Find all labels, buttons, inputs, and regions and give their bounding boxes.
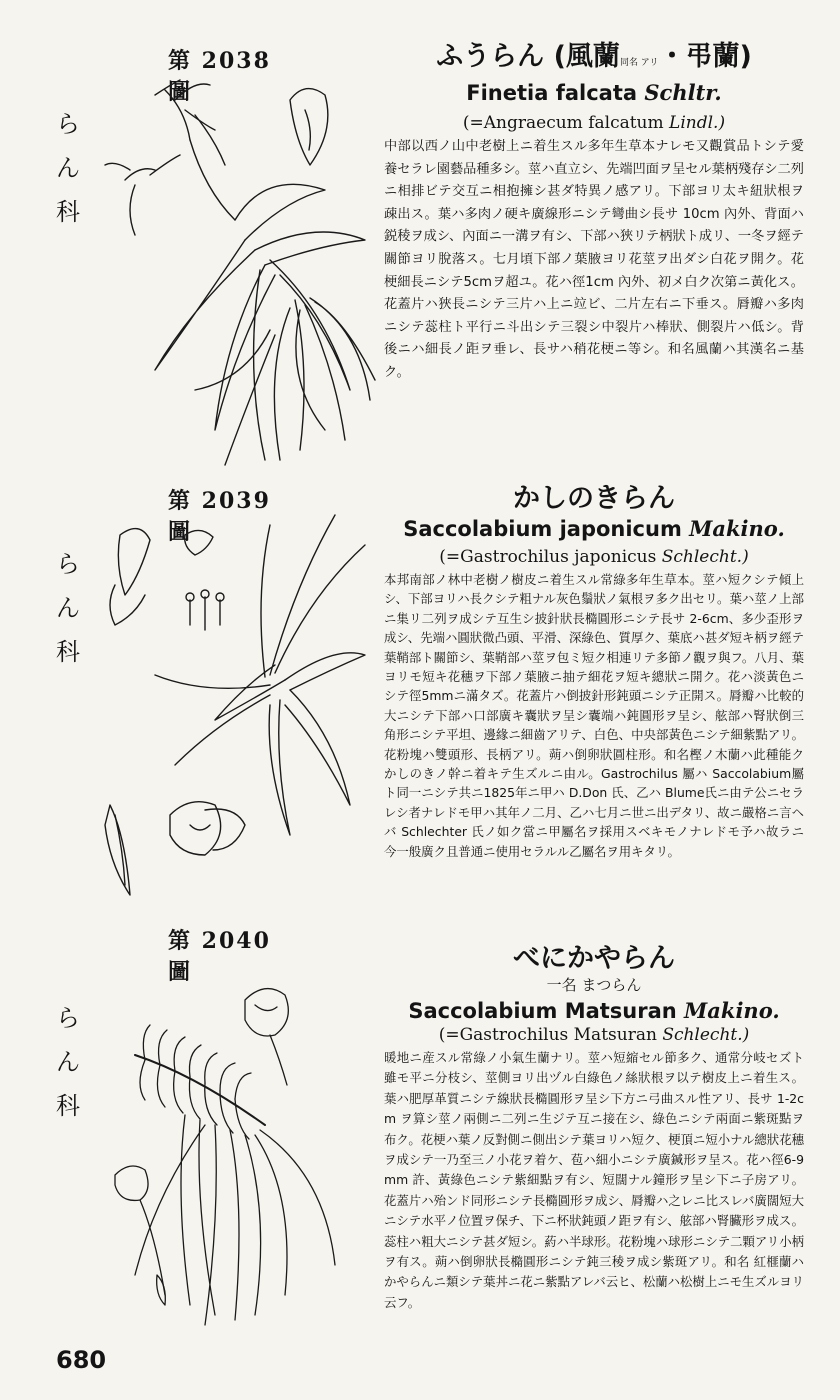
family-char: ん	[56, 154, 80, 182]
title-japanese	[384, 482, 804, 516]
page-number: 680	[56, 1346, 107, 1374]
title-japanese	[384, 942, 804, 976]
name-alt-note: 同名 アリ	[619, 58, 659, 68]
synonym	[384, 1024, 804, 1046]
family-char: ん	[56, 594, 80, 622]
entry-text	[384, 482, 804, 861]
syn-author: Lindl.)	[669, 113, 726, 133]
sci-genus-species: Saccolabium japonicum	[403, 517, 682, 541]
figure-number: 第 2040 圖	[168, 928, 271, 985]
family-char: 科	[56, 198, 80, 226]
syn-author: Schlecht.)	[661, 547, 749, 567]
family-label	[50, 996, 86, 1128]
orchid-illustration	[95, 505, 380, 915]
family-label	[50, 102, 86, 234]
figure-number: 第 2039 圖	[168, 488, 271, 545]
family-label	[50, 542, 86, 674]
sci-author: Makino.	[684, 998, 780, 1023]
entry-text	[384, 40, 804, 385]
family-char: 科	[56, 638, 80, 666]
description: 暖地ニ産スル常綠ノ小氣生蘭ナリ。莖ハ短縮セル節多ク、通常分岐セズト雖モ平ニ分枝シ、莖側ヨリ出ヅル白綠色ノ絲狀根ヲ以テ樹皮上ニ着生ス。葉ハ肥厚革質ニシテ線狀長橢圓形ヲ呈シ下方ニ弓曲スル性アリ、長サ 1-2cm ヲ算シ莖ノ兩側ニ二列ニ生ジテ互ニ接在シ、綠色ニシテ兩面ニ紫斑點ヲ布ク。花梗ハ葉ノ反對側ニ側出シテ葉ヨリハ短ク、梗頂ニ短小ナル總狀花穗ヲ成シテ一乃至三ノ小花ヲ着ケ、苞ハ細小ニシテ廣鍼形ヲ呈ス。花ハ徑6-9mm 許、黃綠色ニシテ紫細點ヲ有シ、短闊ナル鐘形ヲ呈シ下ニ子房アリ。花蓋片ハ殆ンド同形ニシテ長橢圓形ヲ成シ、脣瓣ハ之レニ比スレバ廣闊短大ニシテ水平ノ位置ヲ保チ、下ニ杯狀鈍頭ノ距ヲ有シ、舷部ハ腎臟形ヲ成ス。蕊柱ハ粗大ニシテ甚ダ短シ。葯ハ半球形。花粉塊ハ球形ニシテ二顆アリ小柄ヲ有ス。蒴ハ倒卵狀長橢圓形ニシテ鈍三稜ヲ成シ紫斑アリ。和名 紅榧蘭ハかやらんニ類シテ葉丼ニ花ニ紫點アレバ云ヒ、松蘭ハ松樹上ニモ生ズルヨリ云フ。	[384, 1050, 804, 1310]
description: 中部以西ノ山中老樹上ニ着生スル多年生草本ナレモ又觀賞品トシテ愛養セラレ園藝品種多シ。莖ハ直立シ、先端凹面ヲ呈セル葉柄殘存シ二列ニ相排ビテ交互ニ相抱擁シ甚ダ特異ノ感アリ。下部ヨリ太キ紐狀根ヲ疎出ス。葉ハ多肉ノ硬キ廣線形ニシテ彎曲シ長サ 10cm 內外、背面ハ鋭稜ヲ成シ、內面ニ一溝ヲ有シ、下部ハ狹リテ柄狀ト成リ、一冬ヲ經テ關節ヨリ脫落ス。七月頃下部ノ葉腋ヨリ花莖ヲ出ダシ白花ヲ開ク。花梗細長ニシテ5cmヲ超ユ。花ハ徑1cm 內外、初メ白ク次第ニ黃化ス。花蓋片ハ狹長ニシテ三片ハ上ニ竝ビ、二片左右ニ下垂ス。脣瓣ハ多肉ニシテ蕊柱ト平行ニ斗出シテ三裂シ中裂片ハ棒狀、側裂片ハ低シ。背後ニハ細長ノ距ヲ垂レ、長サハ稍花梗ニ等シ。和名風蘭ハ其漢名ニ基ク。	[384, 139, 804, 380]
family-char: 科	[56, 1092, 80, 1120]
name-alt-close: ・弔蘭)	[658, 41, 752, 72]
alternate-name: 一名 まつらん	[546, 976, 642, 994]
name-jp: かしのきらん	[513, 483, 675, 514]
figure-number: 第 2038 圖	[168, 48, 271, 105]
sci-author: Makino.	[689, 516, 785, 541]
name-jp: ふうらん	[436, 41, 545, 72]
orchid-illustration	[95, 70, 380, 470]
family-char: ら	[56, 1004, 80, 1032]
scientific-name	[384, 998, 804, 1024]
scientific-name	[384, 516, 804, 542]
name-alt-open: (風蘭	[553, 41, 620, 72]
title-japanese	[384, 40, 804, 80]
family-char: ら	[56, 550, 80, 578]
sci-author: Schltr.	[644, 80, 722, 105]
entry-text	[384, 942, 804, 1313]
sci-genus-species: Saccolabium Matsuran	[408, 999, 677, 1023]
syn-name: (=Gastrochilus Matsuran	[438, 1025, 657, 1045]
family-char: ら	[56, 110, 80, 138]
sci-genus-species: Finetia falcata	[466, 81, 638, 105]
family-char: ん	[56, 1048, 80, 1076]
syn-name: (=Gastrochilus japonicus	[439, 547, 657, 567]
description: 本邦南部ノ林中老樹ノ樹皮ニ着生スル常綠多年生草本。莖ハ短クシテ傾上シ、下部ヨリハ長クシテ粗ナル灰色鬚狀ノ氣根ヲ多ク出セリ。葉ハ莖ノ上部ニ集リ二列ヲ成シテ互生シ披針狀長橢圓形ニシテ長サ 2-6cm、多少歪形ヲ成シ、先端ハ圓狀微凸頭、平滑、深綠色、質厚ク、葉底ハ甚ダ短キ柄ヲ經テ葉鞘部ト關節シ、葉鞘部ハ莖ヲ包ミ短ク相連リテ多節ノ觀ヲ與フ。八月、葉ヨリモ短キ花穗ヲ下部ノ葉腋ニ抽テ細花ヲ短キ總狀ニ開ク。花ハ淡黃色ニシテ徑5mmニ滿タズ。花蓋片ハ倒披針形鈍頭ニシテ正開ス。脣瓣ハ比較的大ニシテ下部ハ口部廣キ囊狀ヲ呈シ囊端ハ鈍圓形ヲ呈シ、舷部ハ腎狀倒三角形ニシテ平坦、邊緣ニ細齒アリテ、白色、中央部黃色ニシテ細紫點アリ。花粉塊ハ雙頭形、長柄アリ。蒴ハ倒卵狀圓柱形。和名樫ノ木蘭ハ此種能クかしのきノ幹ニ着キテ生ズルニ由ル。Gastrochilus 屬ハ Saccolabium屬ト同一ニシテ共ニ1825年ニ甲ハ D.Don 氏、乙ハ Blume氏ニ由テ公ニセラレシ者ナレドモ甲ハ其年ノ二月、乙ハ七月ニ世ニ出デタリ、故ニ嚴格ニ言ヘバ Schlechter 氏ノ如ク當ニ甲屬名ヲ採用スベキモノナレドモ予ハ故ラニ今一般廣ク且普通ニ使用セラルル乙屬名ヲ用キタリ。	[384, 572, 804, 859]
synonym	[384, 112, 804, 134]
scientific-name	[384, 80, 804, 106]
syn-name: (=Angraecum falcatum	[462, 113, 664, 133]
name-jp: べにかやらん	[513, 943, 675, 974]
synonym	[384, 546, 804, 568]
syn-author: Schlecht.)	[662, 1025, 750, 1045]
orchid-illustration	[95, 975, 380, 1345]
